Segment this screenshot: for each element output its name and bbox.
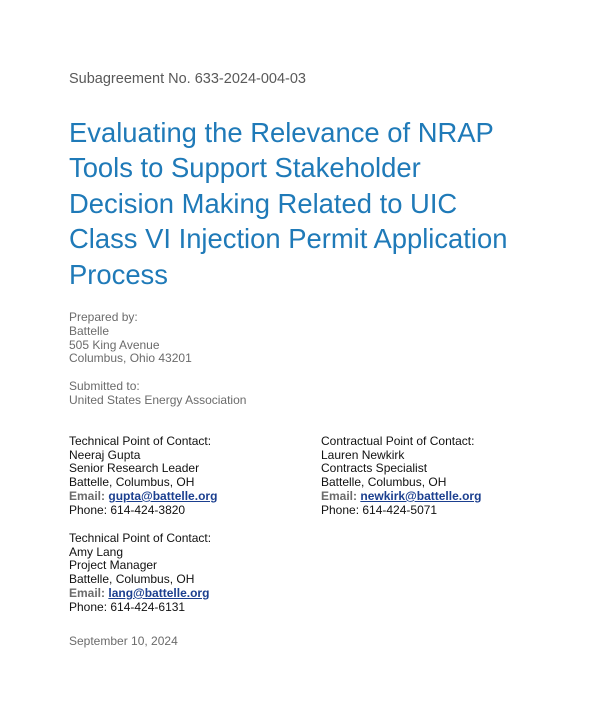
contact-name: Lauren Newkirk <box>321 447 405 462</box>
technical-contact-gupta <box>69 435 217 517</box>
contact-role: Senior Research Leader <box>69 461 200 476</box>
contact-email-row <box>69 490 217 504</box>
email-link[interactable]: lang@battelle.org <box>108 585 210 600</box>
title-line: Evaluating the Relevance of NRAP <box>69 117 494 148</box>
email-link[interactable]: newkirk@battelle.org <box>360 488 482 503</box>
email-link[interactable]: gupta@battelle.org <box>108 488 218 503</box>
contact-phone: Phone: 614-424-3820 <box>69 502 186 517</box>
prepared-by-org: Battelle <box>69 323 110 338</box>
contact-name: Amy Lang <box>69 544 124 559</box>
prepared-by-block <box>69 311 192 366</box>
prepared-by-street: 505 King Avenue <box>69 337 160 352</box>
contact-location: Battelle, Columbus, OH <box>69 572 195 587</box>
title-line: Class VI Injection Permit Application <box>69 223 508 255</box>
title-line: Process <box>69 258 168 290</box>
contact-phone: Phone: 614-424-6131 <box>69 599 186 614</box>
contact-location: Battelle, Columbus, OH <box>69 475 195 490</box>
technical-contact-lang <box>69 532 211 614</box>
submitted-to-block <box>69 380 246 408</box>
contact-name: Neeraj Gupta <box>69 447 141 462</box>
contact-heading: Contractual Point of Contact: <box>321 434 475 448</box>
title-line: Decision Making Related to UIC <box>69 187 458 219</box>
submitted-to-org: United States Energy Association <box>69 392 247 407</box>
title-line: Tools to Support Stakeholder <box>69 152 421 184</box>
prepared-by-label: Prepared by: <box>69 310 138 324</box>
contact-role: Project Manager <box>69 558 158 573</box>
contact-role: Contracts Specialist <box>321 461 428 476</box>
prepared-by-city: Columbus, Ohio 43201 <box>69 351 192 366</box>
document-title <box>69 115 589 292</box>
email-label: Email: <box>69 488 106 503</box>
document-date: September 10, 2024 <box>69 634 178 648</box>
subagreement-number: Subagreement No. 633-2024-004-03 <box>69 71 306 87</box>
contact-heading: Technical Point of Contact: <box>69 531 212 545</box>
submitted-to-label: Submitted to: <box>69 379 140 393</box>
contractual-contact-newkirk <box>321 435 481 517</box>
email-label: Email: <box>69 585 106 600</box>
contact-email-row <box>321 490 481 504</box>
contact-location: Battelle, Columbus, OH <box>321 475 447 490</box>
contact-heading: Technical Point of Contact: <box>69 434 212 448</box>
contact-phone: Phone: 614-424-5071 <box>321 502 438 517</box>
email-label: Email: <box>321 488 358 503</box>
contact-email-row <box>69 587 211 601</box>
